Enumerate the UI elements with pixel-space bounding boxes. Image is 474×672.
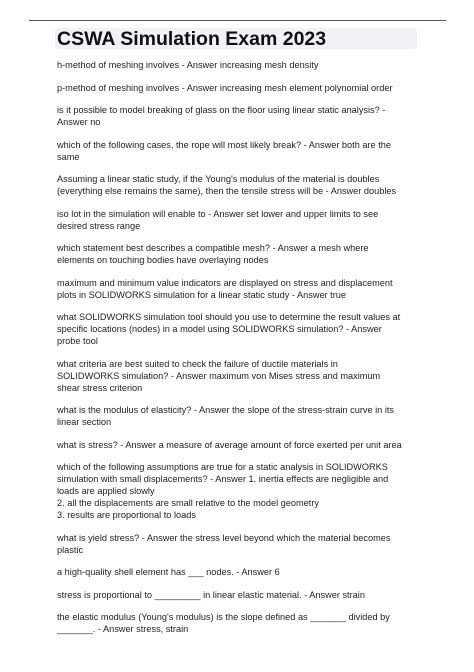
qa-line: SOLIDWORKS simulation? - Answer maximum von Mises stress and maximum	[57, 370, 381, 381]
qa-line: probe tool	[57, 336, 98, 346]
qa-line: desired stress range	[57, 220, 141, 231]
qa-line: what is yield stress? - Answer the stress level beyond which the material becomes	[57, 532, 391, 543]
qa-item	[57, 461, 417, 521]
qa-line: is it possible to model breaking of glass on the floor using linear static analysis? -	[57, 105, 386, 115]
qa-line: linear section	[57, 417, 112, 427]
qa-line: which statement best describes a compatible mesh? - Answer a mesh where	[57, 243, 369, 253]
qa-line: elements on touching bodies have overlaying nodes	[57, 255, 269, 265]
qa-line: same	[57, 151, 80, 162]
qa-line: Assuming a linear static study, if the Young's modulus of the material is doubles	[57, 174, 380, 184]
qa-item	[57, 566, 417, 578]
qa-item	[57, 439, 417, 451]
header-rule	[29, 20, 446, 21]
qa-line: which of the following cases, the rope will most likely break? - Answer both are the	[57, 139, 391, 150]
qa-item	[57, 139, 417, 163]
qa-line: simulation with small displacements? - Answer 1. inertia effects are negligible and	[57, 474, 389, 484]
qa-item	[57, 82, 417, 94]
qa-line: _______. - Answer stress, strain	[57, 624, 189, 634]
qa-line: iso lot in the simulation will enable to - Answer set lower and upper limits to see	[57, 208, 379, 219]
qa-line: plots in SOLIDWORKS simulation for a linear static study - Answer true	[57, 289, 347, 300]
qa-line: loads are applied slowly	[57, 486, 155, 496]
qa-line: a high-quality shell element has ___ nodes. - Answer 6	[57, 567, 280, 577]
qa-item	[57, 104, 417, 128]
qa-line: what is stress? - Answer a measure of average amount of force exerted per unit area	[57, 439, 402, 450]
qa-item	[57, 173, 417, 197]
qa-line: plastic	[57, 544, 84, 555]
qa-item	[57, 311, 417, 347]
qa-line: (everything else remains the same), then the tensile stress will be - Answer doubles	[57, 186, 397, 196]
qa-item	[57, 404, 417, 428]
qa-line: what is the modulus of elasticity? - Answer the slope of the stress-strain curve in its	[57, 405, 395, 415]
qa-line: 2. all the displacements are small relative to the model geometry	[57, 498, 319, 508]
qa-line: Answer no	[57, 117, 101, 127]
qa-item	[57, 589, 417, 601]
qa-list	[57, 59, 417, 646]
qa-item	[57, 532, 417, 556]
qa-line: what SOLIDWORKS simulation tool should you use to determine the result values at	[57, 312, 401, 322]
qa-item	[57, 242, 417, 266]
page-title: CSWA Simulation Exam 2023	[57, 28, 327, 50]
qa-line: h-method of meshing involves - Answer increasing mesh density	[57, 60, 319, 70]
qa-line: p-method of meshing involves - Answer increasing mesh element polynomial order	[57, 82, 393, 93]
qa-item	[57, 59, 417, 71]
qa-line: specific locations (nodes) in a model using SOLIDWORKS simulation? - Answer	[57, 324, 382, 334]
qa-item	[57, 208, 417, 232]
qa-item	[57, 277, 417, 301]
qa-item	[57, 611, 417, 635]
qa-line: which of the following assumptions are true for a static analysis in SOLIDWORKS	[57, 462, 388, 472]
qa-item	[57, 358, 417, 394]
qa-line: what criteria are best suited to check the failure of ductile materials in	[57, 358, 338, 369]
qa-line: stress is proportional to _________ in linear elastic material. - Answer strain	[57, 589, 365, 600]
qa-line: shear stress criterion	[57, 382, 143, 393]
qa-line: the elastic modulus (Young's modulus) is the slope defined as _______ divided by	[57, 612, 390, 622]
qa-line: maximum and minimum value indicators are displayed on stress and displacement	[57, 277, 393, 288]
qa-line: 3. results are proportional to loads	[57, 510, 196, 520]
